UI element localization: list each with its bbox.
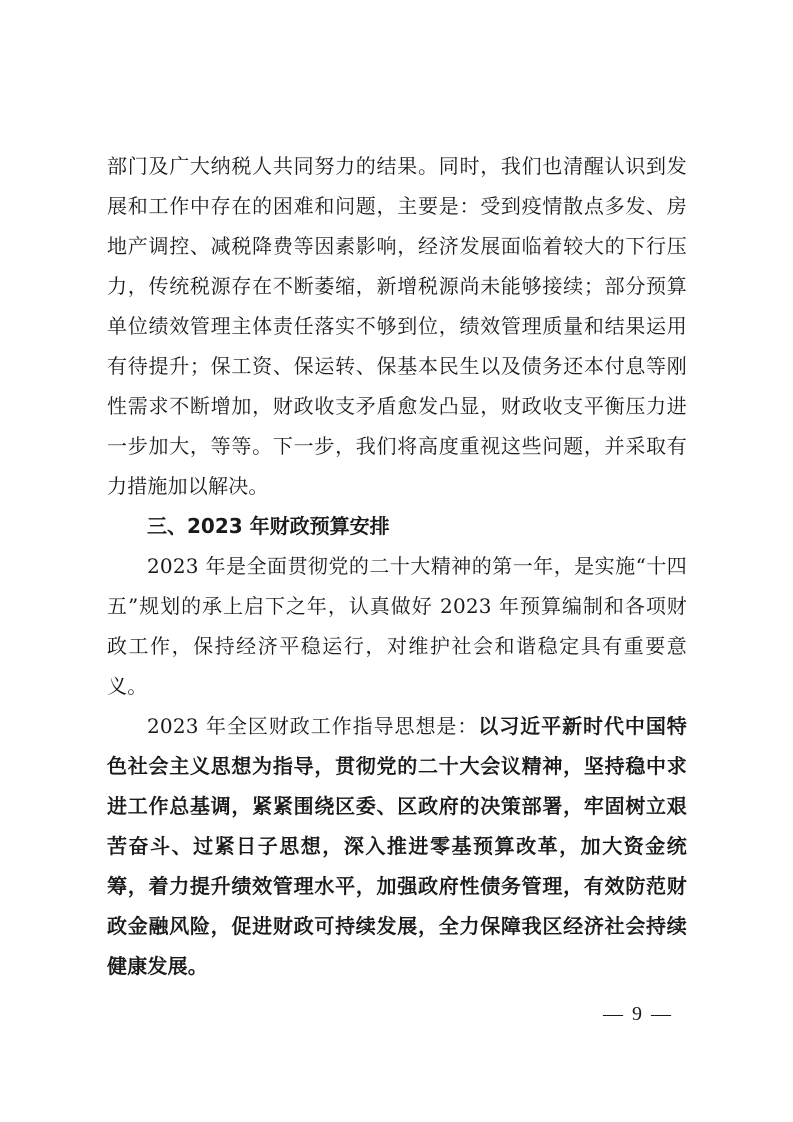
section-heading: 三、2023 年财政预算安排 bbox=[147, 514, 390, 538]
paragraph-2023-overview: 2023 年是全面贯彻党的二十大精神的第一年，是实施“十四五”规划的承上启下之年，认真做好 2023 年预算编制和各项财政工作，保持经济平稳运行，对维护社会和谐稳定具有重要意义。 bbox=[107, 554, 687, 698]
document-body bbox=[107, 146, 687, 986]
guiding-ideology-bold: 以习近平新时代中国特色社会主义思想为指导，贯彻党的二十大会议精神，坚持稳中求进工作总基调，紧紧围绕区委、区政府的决策部署，牢固树立艰苦奋斗、过紧日子思想，深入推进零基预算改革，加大资金统筹，着力提升绩效管理水平，加强政府性债务管理，有效防范财政金融风险，促进财政可持续发展，全力保障我区经济社会持续健康发展。 bbox=[107, 714, 688, 978]
page-number: — 9 — bbox=[603, 1003, 673, 1025]
paragraph-guiding-ideology bbox=[107, 706, 687, 986]
paragraph-continuation: 部门及广大纳税人共同努力的结果。同时，我们也清醒认识到发展和工作中存在的困难和问题，主要是：受到疫情散点多发、房地产调控、减税降费等因素影响，经济发展面临着较大的下行压力，传统税源存在不断萎缩，新增税源尚未能够接续；部分预算单位绩效管理主体责任落实不够到位，绩效管理质量和结果运用有待提升；保工资、保运转、保基本民生以及债务还本付息等刚性需求不断增加，财政收支矛盾愈发凸显，财政收支平衡压力进一步加大，等等。下一步，我们将高度重视这些问题，并采取有力措施加以解决。 bbox=[107, 154, 687, 498]
guiding-ideology-lead: 2023 年全区财政工作指导思想是： bbox=[147, 714, 479, 738]
